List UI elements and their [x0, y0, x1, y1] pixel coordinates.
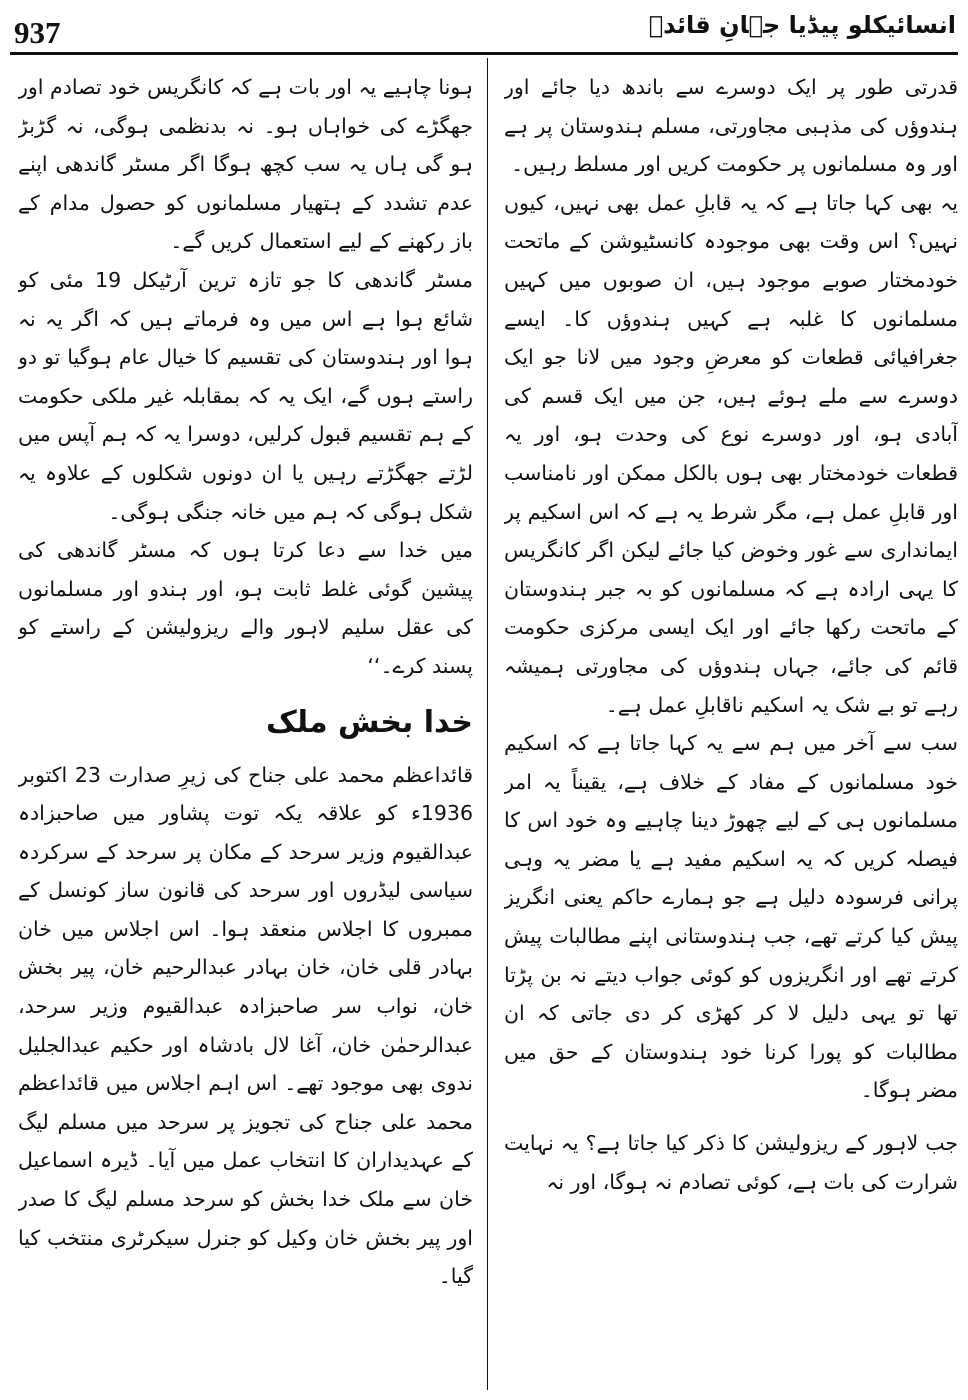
paragraph: ہونا چاہیے یہ اور بات ہے کہ کانگریس خود تصادم اور جھگڑے کی خواہاں ہو۔ نہ بدنظمی ہوگی، نہ گڑبڑ ہو گی ہاں یہ سب کچھ ہوگا اگر مسٹر گاندھی اپنے عدم تشدد کے ہتھیار مسلمانوں کو حصول مدام کے باز رکھنے کے لیے استعمال کریں گے۔	[18, 75, 473, 254]
column-divider	[487, 58, 488, 1390]
right-column	[504, 68, 958, 1394]
running-title: انسائیکلو پیڈیا جہانِ قائدؒ	[648, 11, 956, 39]
paragraph: جب لاہور کے ریزولیشن کا ذکر کیا جاتا ہے؟ یہ نہایت شرارت کی بات ہے، کوئی تصادم نہ ہوگا، اور نہ	[504, 1131, 958, 1194]
header-rule	[10, 52, 958, 55]
paragraph: قائداعظم محمد علی جناح کی زیرِ صدارت 23 اکتوبر 1936ء کو علاقہ یکہ توت پشاور میں صاحبزادہ عبدالقیوم وزیر سرحد کے مکان پر سرحد کے سرکردہ سیاسی لیڈروں اور سرحد کی قانون ساز کونسل کے ممبروں کا اجلاس منعقد ہوا۔ اس اجلاس میں خان بہادر قلی خان، خان بہادر عبدالرحیم خان، پیر بخش خان، نواب سر صاحبزادہ عبدالقیوم وزیر سرحد، عبدالرحمٰن خان، آغا لال بادشاہ اور حکیم عبدالجلیل ندوی بھی موجود تھے۔ اس اہم اجلاس میں قائداعظم محمد علی جناح کی تجویز پر سرحد میں مسلم لیگ کے عہدیداران کا انتخاب عمل میں آیا۔ ڈیرہ اسماعیل خان سے ملک خدا بخش کو سرحد مسلم لیگ کا صدر اور پیر بخش خان وکیل کو جنرل سیکرٹری منتخب کیا گیا۔	[18, 762, 473, 1289]
left-column	[18, 68, 473, 1394]
paragraph: مسٹر گاندھی کا جو تازہ ترین آرٹیکل 19 مئی کو شائع ہوا ہے اس میں وہ فرماتے ہیں کہ اگر یہ نہ ہوا اور ہندوستان کی تقسیم کا خیال عام ہوگیا تو دو راستے ہوں گے، ایک یہ کہ بمقابلہ غیر ملکی حکومت کے ہم تقسیم قبول کرلیں، دوسرا یہ کہ ہم آپس میں لڑتے جھگڑتے رہیں یا ان دونوں شکلوں کے علاوہ یہ شکل ہوگی کہ ہم میں خانہ جنگی ہوگی۔	[18, 267, 473, 524]
section-heading: خدا بخش ملک	[266, 704, 473, 740]
paragraph: سب سے آخر میں ہم سے یہ کہا جاتا ہے کہ اسکیم خود مسلمانوں کے مفاد کے خلاف ہے، یقیناً یہ امر مسلمانوں ہی کے لیے چھوڑ دینا چاہیے وہ خود اس کا فیصلہ کریں کہ یہ اسکیم مفید ہے یا مضر یہ وہی پرانی فرسودہ دلیل ہے جو ہمارے حاکم یعنی انگریز پیش کیا کرتے تھے، جب ہندوستانی اپنے مطالبات پیش کرتے تھے اور انگریزوں کو کوئی جواب دیتے نہ بن پڑتا تھا تو یہی دلیل لا کر کھڑی کر دی جاتی کہ ان مطالبات کو پورا کرنا خود ہندوستان کے حق میں مضر ہوگا۔	[504, 731, 958, 1103]
paragraph: قدرتی طور پر ایک دوسرے سے باندھ دیا جائے اور ہندوؤں کی مذہبی مجاورتی، مسلم ہندوستان پر ہے اور وہ مسلمانوں پر حکومت کریں اور مسلط رہیں۔	[504, 75, 958, 177]
paragraph: میں خدا سے دعا کرتا ہوں کہ مسٹر گاندھی کی پیشین گوئی غلط ثابت ہو، اور ہندو اور مسلمانوں کی عقل سلیم لاہور والے ریزولیشن کے راستے کو پسند کرے۔‘‘	[18, 538, 473, 678]
paragraph-gap	[504, 1110, 958, 1124]
page-header	[0, 0, 968, 56]
page-number: 937	[14, 15, 61, 50]
paragraph: یہ بھی کہا جاتا ہے کہ یہ قابلِ عمل بھی نہیں، کیوں نہیں؟ اس وقت بھی موجودہ کانسٹیوشن کے ماتحت خودمختار صوبے موجود ہیں، ان صوبوں میں کہیں مسلمانوں کا غلبہ ہے کہیں ہندوؤں کا۔ ایسے جغرافیائی قطعات کو معرضِ وجود میں لانا جو ایک دوسرے سے ملے ہوئے ہیں، جن میں ایک قسم کی آبادی ہو، اور دوسرے نوع کی وحدت ہو، اور یہ قطعات خودمختار بھی ہوں بالکل ممکن اور نامناسب اور قابلِ عمل ہے، مگر شرط یہ ہے کہ اس اسکیم پر ایمانداری سے غور وخوض کیا جائے لیکن اگر کانگریس کا یہی ارادہ ہے کہ مسلمانوں کو بہ جبر ہندوستان کے ماتحت رکھا جائے اور ایک ایسی مرکزی حکومت قائم کی جائے، جہاں ہندوؤں کی مجاورتی ہمیشہ رہے تو بے شک یہ اسکیم ناقابلِ عمل ہے۔	[504, 190, 958, 717]
